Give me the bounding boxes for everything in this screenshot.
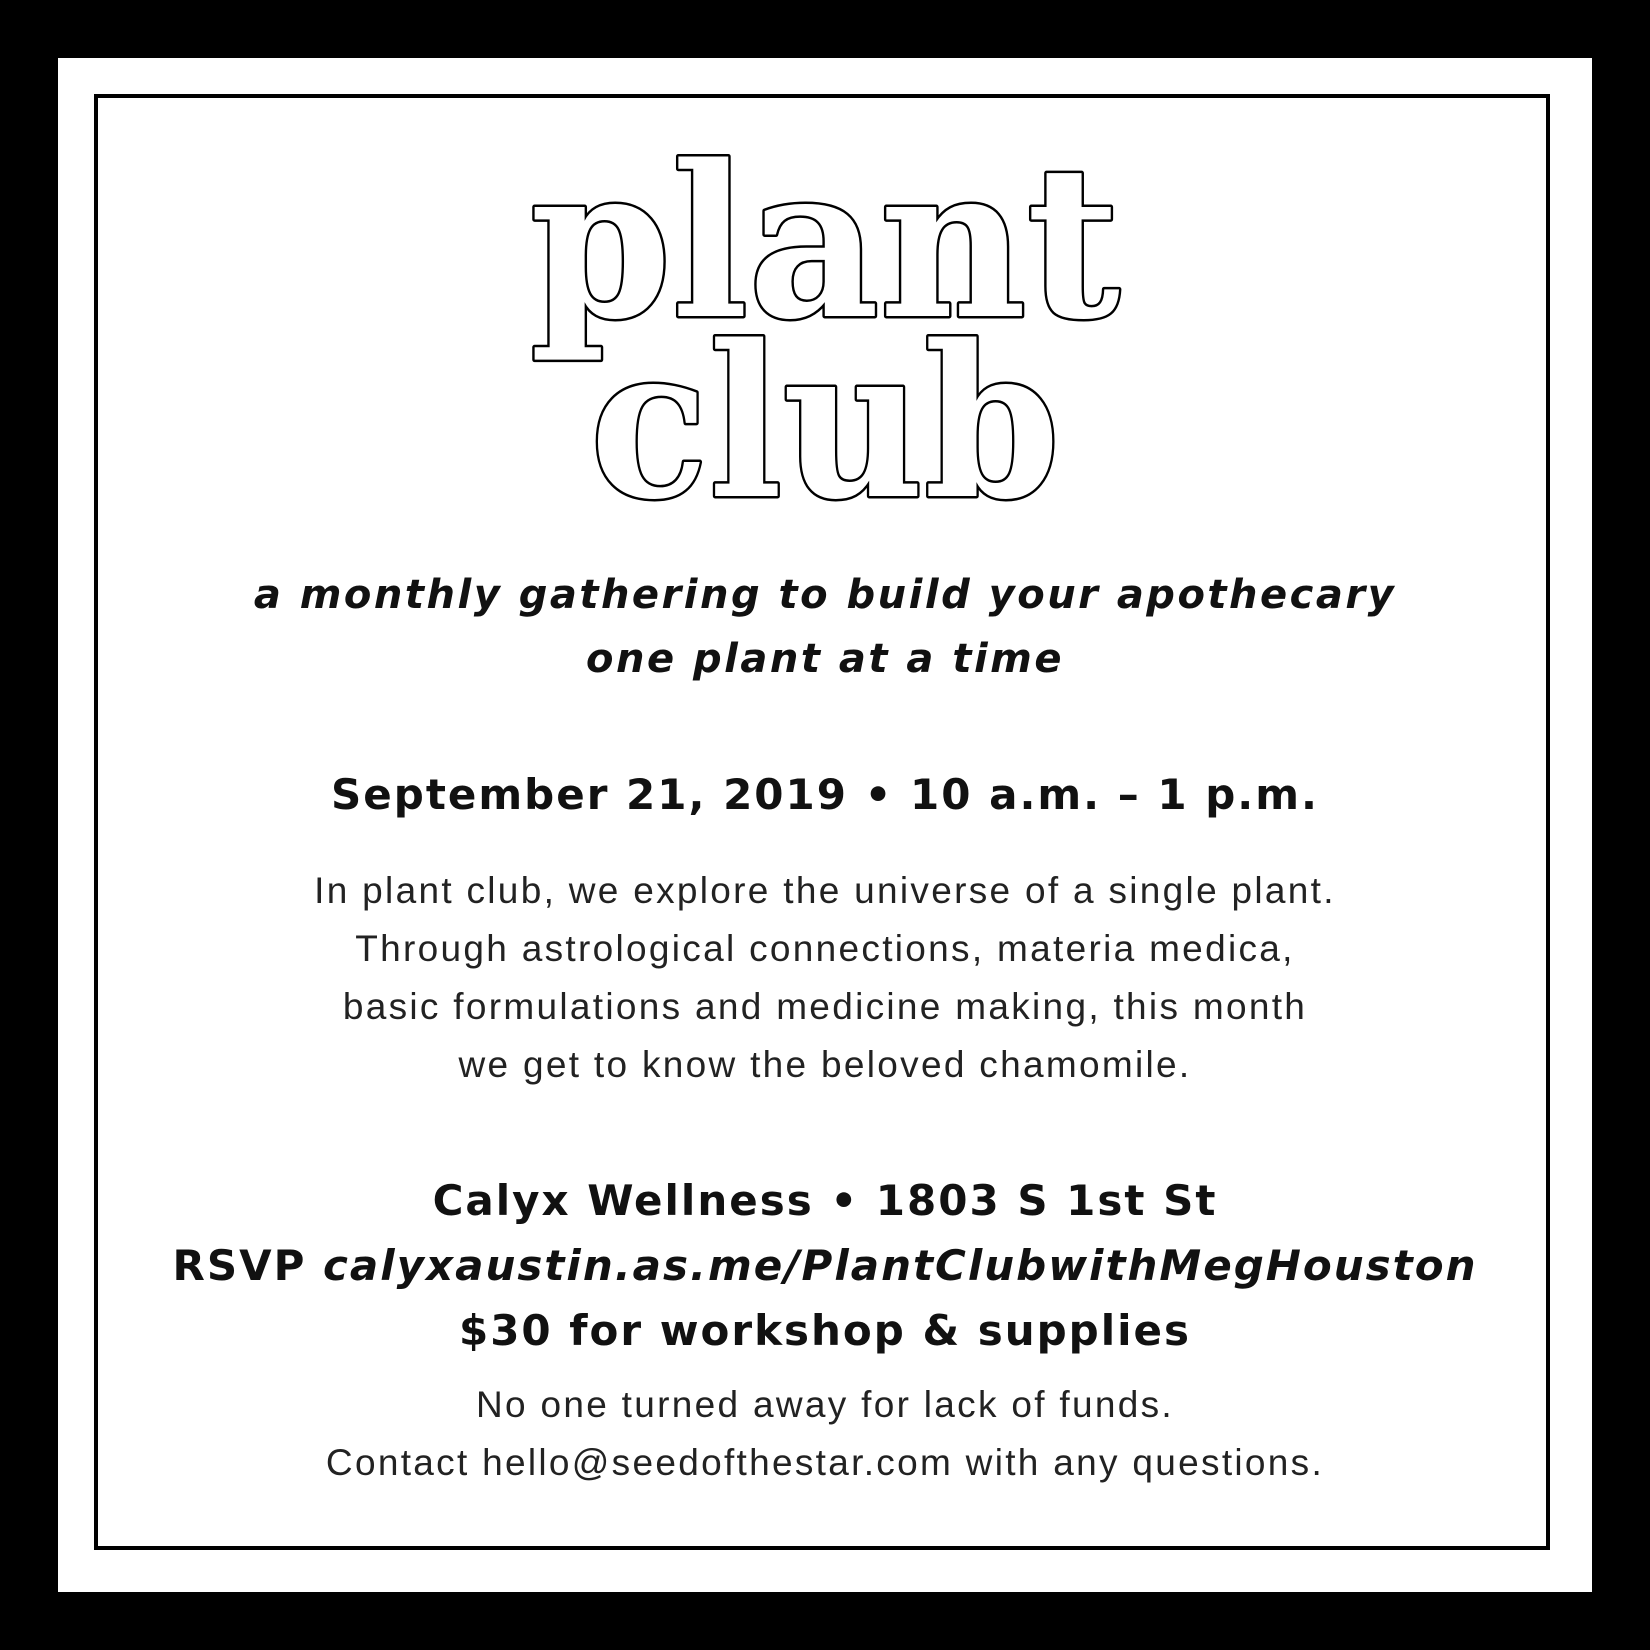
poster (58, 58, 1592, 1592)
description-line-1: In plant club, we explore the universe of a single plant. (314, 870, 1336, 911)
description-line-4: we get to know the beloved chamomile. (458, 1044, 1192, 1085)
tagline-line-2: one plant at a time (586, 636, 1064, 682)
tagline-line-1: a monthly gathering to build your apothecary (253, 572, 1397, 618)
event-datetime: September 21, 2019 • 10 a.m. – 1 p.m. (331, 770, 1319, 819)
description-line-2: Through astrological connections, materia medica, (355, 928, 1295, 969)
rsvp-label: RSVP (172, 1241, 323, 1290)
funds-note: No one turned away for lack of funds. (475, 1384, 1174, 1425)
contact-note: Contact hello@seedofthestar.com with any questions. (325, 1442, 1325, 1483)
description-line-3: basic formulations and medicine making, this month (342, 986, 1308, 1027)
location: Calyx Wellness • 1803 S 1st St (432, 1176, 1218, 1225)
title-graphic (58, 58, 1592, 578)
title-line-club: club (590, 299, 1060, 546)
rsvp-link[interactable]: calyxaustin.as.me/PlantClubwithMegHouston (323, 1241, 1478, 1290)
price: $30 for workshop & supplies (458, 1306, 1192, 1355)
rsvp-line (58, 1241, 1592, 1290)
title-line-plant: plant (530, 119, 1120, 366)
